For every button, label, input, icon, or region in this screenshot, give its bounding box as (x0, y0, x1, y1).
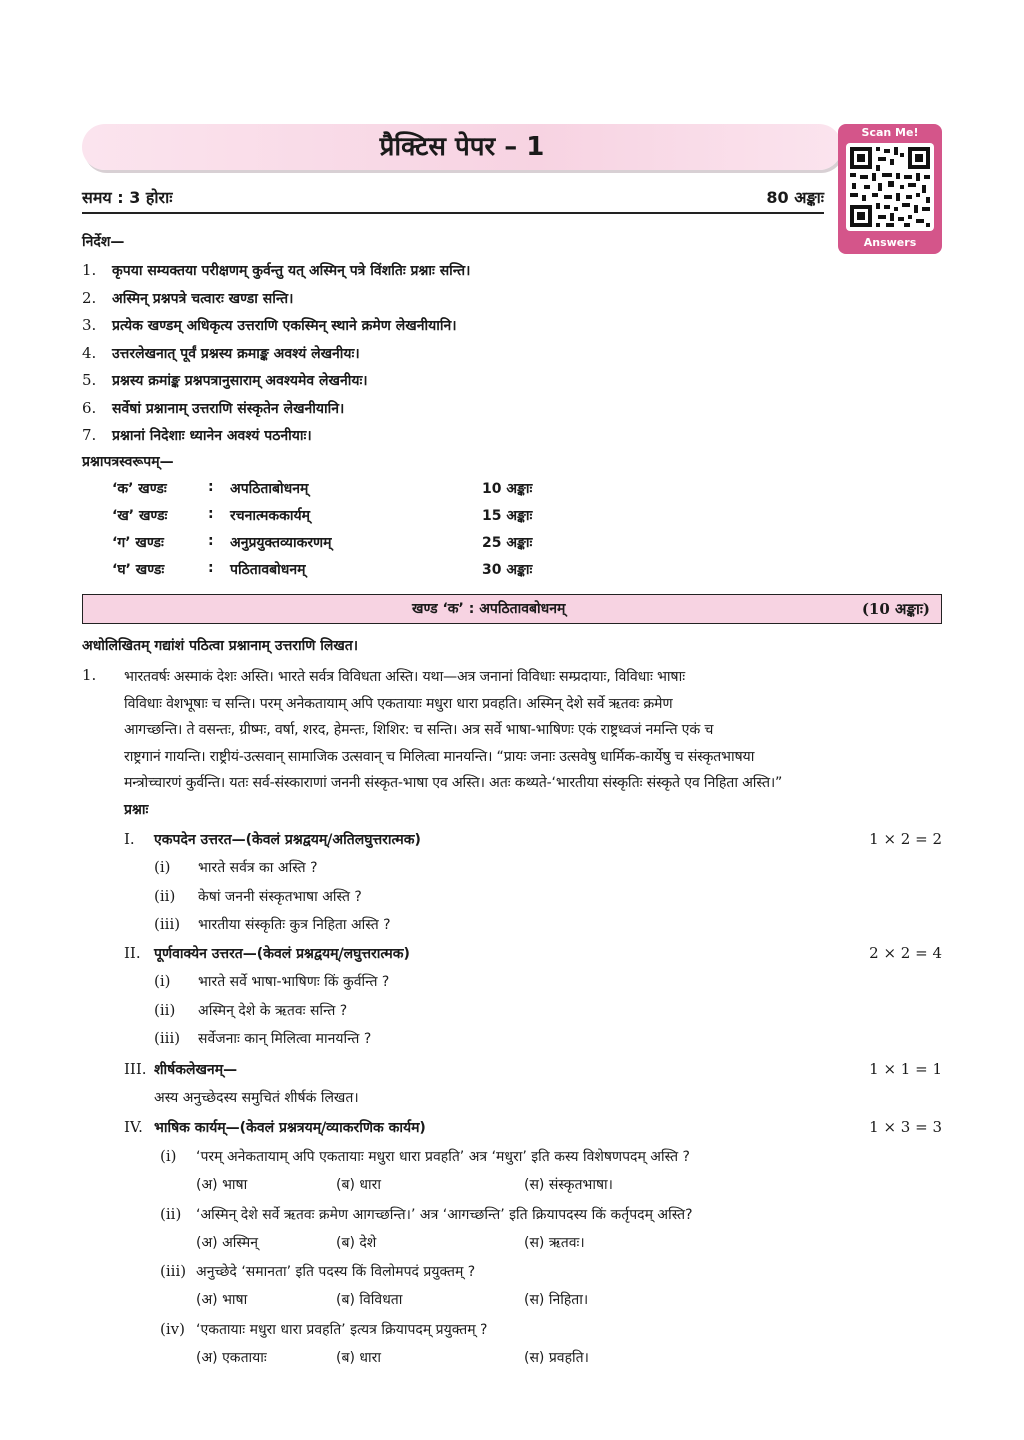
qr-code-icon (846, 143, 934, 231)
structure-name: अनुप्रयुक्तव्याकरणम् (230, 535, 332, 551)
instruction-number: 3. (82, 316, 97, 334)
qr-bottom-label: Answers (863, 236, 917, 249)
header-divider (82, 212, 824, 214)
instruction-number: 1. (82, 261, 97, 279)
instruction-number: 2. (82, 288, 97, 307)
part-roman: II. (124, 944, 141, 962)
structure-heading: प्रश्नापत्रस्वरूपम्— (82, 454, 174, 470)
time-allowed: समय : 3 होराः (82, 188, 173, 207)
sub-question-text: अस्य अनुच्छेदस्य समुचितं शीर्षकं लिखत। (154, 1090, 359, 1106)
part-heading: शीर्षकलेखनम्— (154, 1062, 238, 1078)
sub-question-text: भारतीया संस्कृतिः कुत्र निहिता अस्ति ? (198, 917, 391, 933)
part-marks: 1 × 1 = 1 (869, 1060, 942, 1078)
structure-name: पठितावबोधनम् (230, 562, 306, 578)
mcq-option-c: (स) संस्कृतभाषा। (524, 1177, 613, 1193)
mcq-option-a: (अ) भाषा (196, 1292, 248, 1308)
structure-name: अपठिताबोधनम् (230, 481, 309, 497)
structure-separator: : (208, 533, 214, 549)
instruction-text: प्रश्नस्य क्रमांङ्क प्रश्नपत्रानुसाराम् अवश्यमेव लेखनीयः। (112, 373, 368, 389)
sub-question-number: (iii) (154, 915, 181, 933)
mcq-question: अनुच्छेदे ‘समानता’ इति पदस्य किं विलोमपदं प्रयुक्तम् ? (196, 1264, 476, 1280)
sub-question-text: भारते सर्वे भाषा-भाषिणः किं कुर्वन्ति ? (198, 974, 390, 990)
mcq-option-b: (ब) धारा (336, 1349, 381, 1366)
passage-line: विविधाः वेशभूषाः च सन्ति। परम् अनेकतायाम् अपि एकतायाः मधुरा धारा प्रवहति। अस्मिन् देशे सर्वे ऋतवः क्रमेण (124, 695, 673, 712)
structure-separator: : (208, 560, 214, 576)
structure-section: ‘क’ खण्डः (112, 481, 167, 497)
mcq-option-c: (स) प्रवहति। (524, 1349, 589, 1366)
structure-section: ‘ख’ खण्डः (112, 508, 168, 524)
passage-line: मन्त्रोच्चारणं कुर्वन्ति। यतः सर्व-संस्काराणां जननी संस्कृत-भाषा एव अस्ति। अतः कथ्यते-‘भारतीया संस्कृतिः संस्कृते एव निहिता अस्ति।” (124, 775, 783, 792)
mcq-question: ‘परम् अनेकतायाम् अपि एकतायाः मधुरा धारा प्रवहति’ अत्र ‘मधुरा’ इति कस्य विशेषणपदम् अस्ति ? (196, 1149, 690, 1165)
instruction-text: अस्मिन् प्रश्नपत्रे चत्वारः खण्डा सन्ति। (112, 290, 294, 307)
mcq-option-b: (ब) विविधता (336, 1292, 403, 1308)
mcq-option-b: (ब) देशे (336, 1234, 377, 1251)
structure-separator: : (208, 506, 214, 522)
part-roman: I. (124, 830, 135, 848)
part-roman: IV. (124, 1118, 143, 1136)
part-heading: पूर्णवाक्येन उत्तरत—(केवलं प्रश्नद्वयम्/लघुत्तरात्मक) (154, 946, 410, 962)
exam-header (82, 186, 824, 208)
structure-name: रचनात्मककार्यम् (230, 508, 310, 524)
instruction-text: उत्तरलेखनात् पूर्वं प्रश्नस्य क्रमाङ्क अवश्यं लेखनीयः। (112, 345, 360, 362)
passage-instruction: अधोलिखितम् गद्यांशं पठित्वा प्रश्नानाम् उत्तराणि लिखत। (82, 638, 359, 654)
instructions-heading: निर्देश— (82, 234, 125, 250)
part-marks: 1 × 2 = 2 (869, 830, 942, 848)
passage-line: भारतवर्षः अस्माकं देशः अस्ति। भारते सर्वत्र विविधता अस्ति। यथा—अत्र जनानां विविधाः सम्प्रदायाः, विविधाः भाषाः (124, 669, 685, 685)
part-heading: एकपदेन उत्तरत—(केवलं प्रश्नद्वयम्/अतिलघुत्तरात्मक) (154, 832, 421, 848)
mcq-option-a: (अ) अस्मिन् (196, 1234, 258, 1251)
mcq-number: (i) (160, 1147, 177, 1165)
instruction-text: प्रत्येक खण्डम् अधिकृत्य उत्तराणि एकस्मिन् स्थाने क्रमेण लेखनीयानि। (112, 318, 457, 334)
sub-question-text: अस्मिन् देशे के ऋतवः सन्ति ? (198, 1002, 348, 1019)
mcq-number: (iv) (160, 1319, 185, 1338)
sub-question-number: (i) (154, 858, 171, 876)
structure-marks: 30 अङ्काः (482, 562, 533, 578)
sub-question-number: (i) (154, 972, 171, 990)
sub-question-text: सर्वेजनाः कान् मिलित्वा मानयन्ति ? (198, 1031, 372, 1047)
structure-marks: 10 अङ्काः (482, 481, 533, 497)
instruction-number: 5. (82, 371, 97, 389)
section-a-marks: (10 अङ्काः) (861, 600, 930, 618)
sub-question-text: भारते सर्वत्र का अस्ति ? (198, 860, 318, 876)
part-roman: III. (124, 1060, 147, 1078)
instruction-number: 6. (82, 398, 97, 417)
qr-top-label: Scan Me! (861, 126, 919, 139)
mcq-number: (iii) (160, 1262, 187, 1280)
mcq-option-a: (अ) एकतायाः (196, 1349, 267, 1366)
page-title: प्रैक्टिस पेपर – 1 (379, 132, 545, 162)
sub-question-number: (ii) (154, 886, 176, 905)
section-a-title: खण्ड ‘क’ : अपठितावबोधनम् (412, 601, 566, 617)
mcq-option-a: (अ) भाषा (196, 1177, 248, 1193)
structure-separator: : (208, 479, 214, 495)
passage (124, 664, 942, 797)
instruction-number: 7. (82, 426, 97, 444)
instruction-text: प्रश्नानां निदेशाः ध्यानेन अवश्यं पठनीयाः। (112, 428, 312, 444)
sub-question-number: (ii) (154, 1000, 176, 1019)
structure-section: ‘घ’ खण्डः (112, 562, 165, 578)
question-number: 1. (82, 666, 97, 684)
structure-marks: 15 अङ्काः (482, 508, 533, 524)
structure-marks: 25 अङ्काः (482, 535, 533, 551)
passage-line: आगच्छन्ति। ते वसन्तः, ग्रीष्मः, वर्षा, शरद, हेमन्तः, शिशिर: च सन्ति। अत्र सर्वे भाषा-भाषिणः एकं राष्ट्रध्वजं नमन्ति एकं च (124, 722, 714, 739)
part-marks: 2 × 2 = 4 (869, 944, 942, 962)
max-marks: 80 अङ्काः (766, 188, 824, 207)
sub-question-number: (iii) (154, 1029, 181, 1047)
mcq-option-c: (स) निहिता। (524, 1292, 589, 1308)
questions-label: प्रश्नाः (124, 802, 149, 818)
structure-section: ‘ग’ खण्डः (112, 535, 164, 551)
instruction-number: 4. (82, 343, 97, 362)
instruction-text: कृपया सम्यक्तया परीक्षणम् कुर्वन्तु यत् अस्मिन् पत्रे विंशतिः प्रश्नाः सन्ति। (112, 263, 471, 279)
part-heading: भाषिक कार्यम्—(केवलं प्रश्नत्रयम्/व्याकरणिक कार्यम) (154, 1120, 426, 1136)
passage-line: राष्ट्रगानं गायन्ति। राष्ट्रीयं-उत्सवान् सामाजिक उत्सवान् च मिलित्वा मानयन्ति। “प्रायः जनाः उत्सवेषु धार्मिक-कार्येषु च संस्कृतभाषया (124, 748, 755, 765)
mcq-option-c: (स) ऋतवः। (524, 1234, 585, 1251)
mcq-number: (ii) (160, 1204, 182, 1223)
mcq-question: ‘एकतायाः मधुरा धारा प्रवहति’ इत्यत्र क्रियापदम् प्रयुक्तम् ? (196, 1321, 488, 1338)
mcq-question: ‘अस्मिन् देशे सर्वे ऋतवः क्रमेण आगच्छन्ति।’ अत्र ‘आगच्छन्ति’ इति क्रियापदस्य किं कर्तृपदम् अस्ति? (196, 1206, 693, 1223)
part-marks: 1 × 3 = 3 (869, 1118, 942, 1136)
mcq-option-b: (ब) धारा (336, 1177, 381, 1193)
sub-question-text: केषां जननी संस्कृतभाषा अस्ति ? (198, 888, 362, 905)
instruction-text: सर्वेषां प्रश्नानाम् उत्तराणि संस्कृतेन लेखनीयानि। (112, 400, 345, 417)
